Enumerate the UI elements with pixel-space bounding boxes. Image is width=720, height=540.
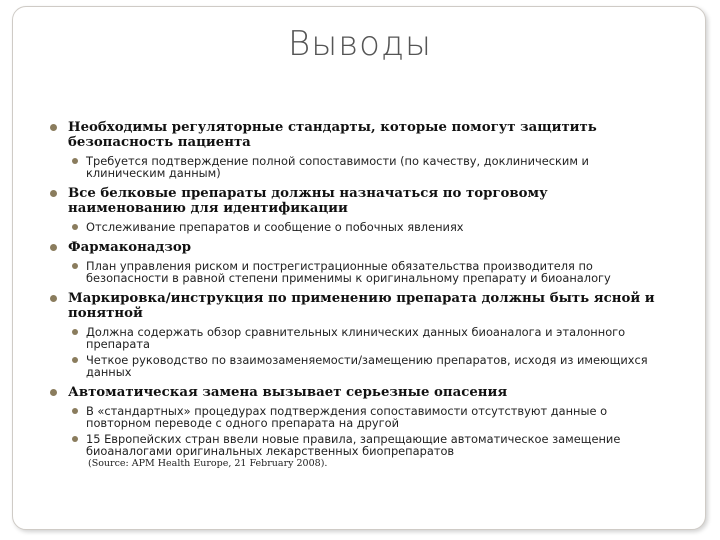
sub-bullet-4-1: Должна содержать обзор сравнительных клинических данных биоаналога и эталонного препарата bbox=[70, 326, 660, 350]
bullet-3: Фармаконадзор bbox=[48, 240, 660, 255]
sub-bullet-5-1: В «стандартных» процедурах подтверждения сопоставимости отсутствуют данные о повторном переводе с одного препарата на другой bbox=[70, 405, 660, 429]
sub-bullet-1-1: Требуется подтверждение полной сопоставимости (по качеству, доклиническим и клиническим данным) bbox=[70, 155, 660, 179]
bullet-4: Маркировка/инструкция по применению препарата должны быть ясной и понятной bbox=[48, 291, 660, 321]
slide-content bbox=[48, 120, 660, 470]
bullet-1: Необходимы регуляторные стандарты, которые помогут защитить безопасность пациента bbox=[48, 120, 660, 150]
source-note: (Source: APM Health Europe, 21 February 2008). bbox=[88, 458, 328, 469]
bullet-2: Все белковые препараты должны назначаться по торговому наименованию для идентификации bbox=[48, 186, 660, 216]
bullet-5: Автоматическая замена вызывает серьезные опасения bbox=[48, 385, 660, 400]
sub-bullet-5-2: 15 Европейских стран ввели новые правила, запрещающие автоматическое замещение биоаналогами оригинальных лекарственных биопрепаратов bbox=[70, 433, 660, 457]
slide-title: Выводы bbox=[287, 24, 433, 64]
sub-bullet-3-1: План управления риском и пострегистрационные обязательства производителя по безопасности в равной степени применимы к оригинальному препарату и биоаналогу bbox=[70, 260, 660, 284]
sub-bullet-2-1: Отслеживание препаратов и сообщение о побочных явлениях bbox=[70, 221, 660, 233]
sub-bullet-4-2: Четкое руководство по взаимозаменяемости/замещению препаратов, исходя из имеющихся данных bbox=[70, 354, 660, 378]
